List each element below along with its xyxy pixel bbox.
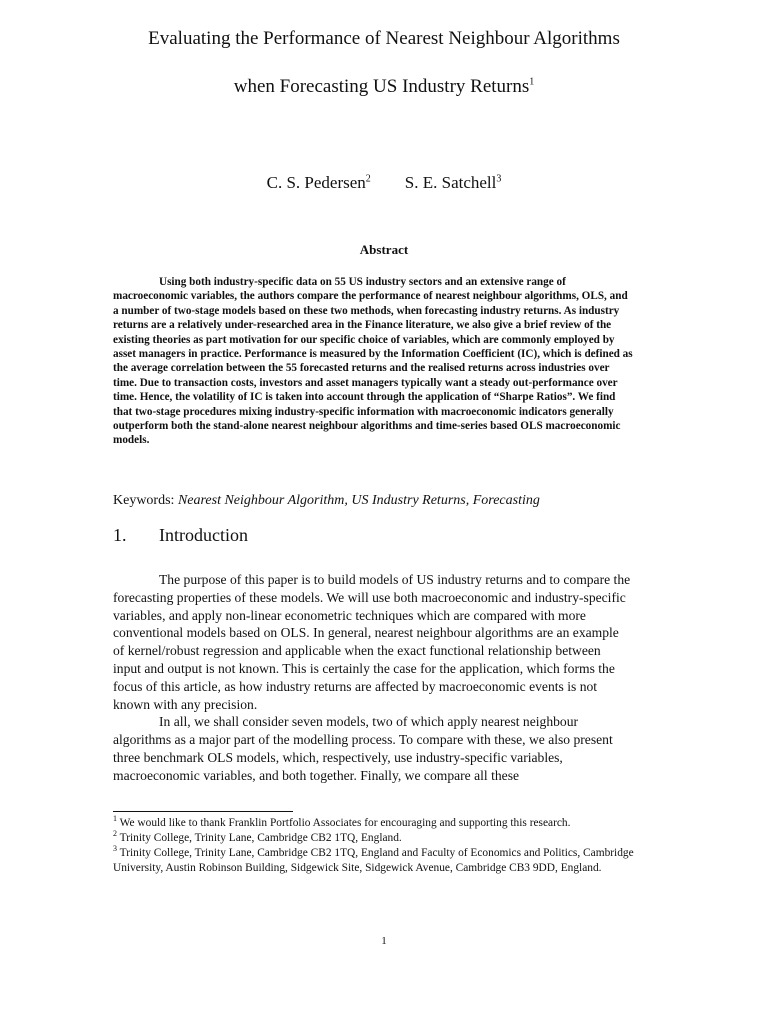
keywords-line bbox=[113, 492, 653, 510]
footnote-mark: 1 bbox=[113, 814, 117, 824]
footnote-text: Trinity College, Trinity Lane, Cambridge CB2 1TQ, England. bbox=[119, 832, 402, 844]
body-paragraph: In all, we shall consider seven models, two of which apply nearest neighbour algorithms as a major part of the modelling process. To compare with these, we also present three benchmark OLS models, which, respectively, use industry-specific variables, macroeconomic variables, and both together. Finally, we compare all these bbox=[113, 714, 613, 783]
author-footnote-mark: 2 bbox=[365, 173, 371, 185]
abstract-heading: Abstract bbox=[359, 242, 409, 257]
title-line-2-text: when Forecasting US Industry Returns bbox=[233, 76, 530, 97]
body-paragraph: The purpose of this paper is to build models of US industry returns and to compare the forecasting properties of these models. We will use both macroeconomic and industry-specific variables, and apply non-linear econometric techniques which are compared with more conventional models based on OLS. In general, nearest neighbour algorithms are an example of kernel/robust regression and applicable when the exact functional relationship between input and output is not known. This is certainly the case for the application, which forms the focus of this article, as how industry returns are affected by macroeconomic events is not known with any precision. bbox=[113, 572, 631, 712]
footnote-mark: 2 bbox=[113, 829, 117, 839]
author-list bbox=[0, 172, 768, 194]
author-name: C. S. Pedersen bbox=[266, 173, 366, 192]
footnote-text: Trinity College, Trinity Lane, Cambridge CB2 1TQ, England and Faculty of Economics and Politics, Cambridge University, Austin Robinson Building, Sidgewick Site, Sidgewick Avenue, Cambridge CB3 9DD, England. bbox=[113, 847, 634, 874]
footnote-separator bbox=[113, 811, 293, 812]
footnotes bbox=[113, 816, 638, 876]
footnote bbox=[113, 816, 638, 831]
author-footnote-mark: 3 bbox=[496, 173, 502, 185]
paper-title-line-1 bbox=[0, 28, 768, 50]
footnote bbox=[113, 846, 638, 876]
footnote-text: We would like to thank Franklin Portfolio Associates for encouraging and supporting this research. bbox=[119, 817, 571, 829]
section-number: 1. bbox=[113, 525, 127, 545]
paper-title-line-2 bbox=[0, 76, 768, 98]
keywords-label: Keywords: bbox=[113, 493, 178, 508]
introduction-body bbox=[113, 571, 631, 785]
author-name: S. E. Satchell bbox=[404, 173, 497, 192]
footnote bbox=[113, 831, 638, 846]
keywords-text: Nearest Neighbour Algorithm, US Industry Returns, Forecasting bbox=[177, 493, 540, 508]
abstract-text: Using both industry-specific data on 55 US industry sectors and an extensive range of macroeconomic variables, the authors compare the performance of nearest neighbour algorithms, OLS, and a number of two-stage models based on these two methods, when forecasting industry returns. As industry returns are a relatively under-researched area in the Finance literature, we also give a brief review of the existing theories as part motivation for our specific choice of variables, which are commonly employed by asset managers in practice. Performance is measured by the Information Coefficient (IC), which is defined as the average correlation between the 55 forecasted returns and the realised returns across industries over time. Due to transaction costs, investors and asset managers typically want a steady out-performance over time. Hence, the volatility of IC is taken into account through the application of “Sharpe Ratios”. We find that two-stage procedures mixing industry-specific information with macroeconomic indicators generally outperform both the stand-alone nearest neighbour algorithms and time-series based OLS macroeconomic models. bbox=[113, 276, 633, 447]
footnote-mark: 3 bbox=[113, 844, 117, 854]
title-line-1-text: Evaluating the Performance of Nearest Neighbour Algorithms bbox=[148, 28, 620, 49]
title-footnote-mark: 1 bbox=[529, 76, 535, 88]
section-title: Introduction bbox=[159, 525, 248, 545]
section-heading bbox=[113, 524, 653, 546]
page-number: 1 bbox=[381, 935, 387, 947]
